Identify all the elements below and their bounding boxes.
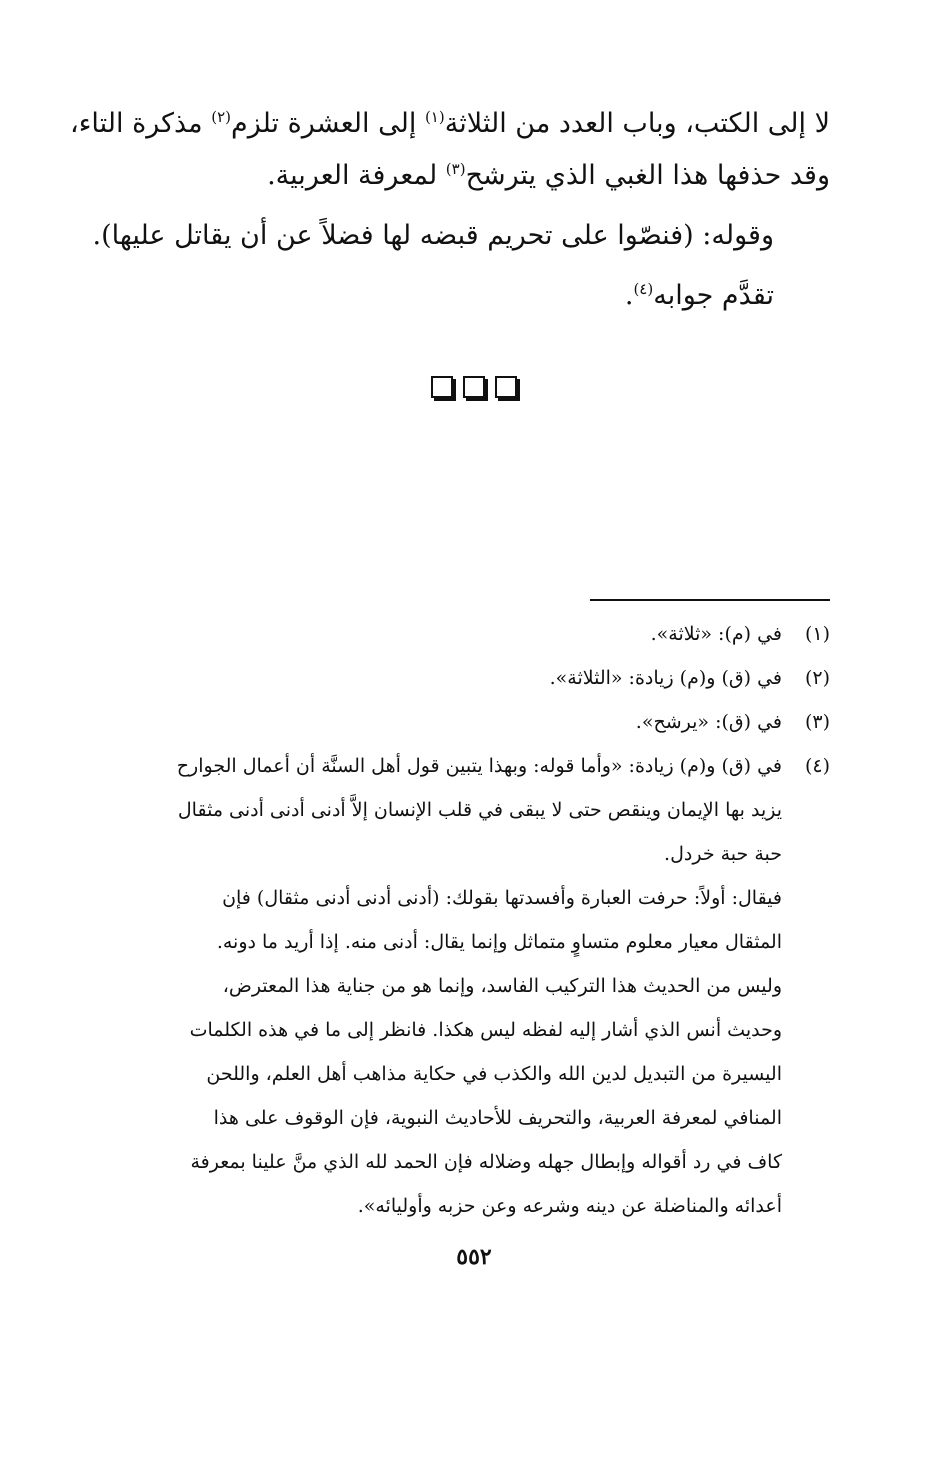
section-divider-ornament [0, 376, 948, 398]
footnote-number: (١) [804, 623, 830, 645]
body-line-3: وقوله: (فنصّوا على تحريم قبضه لها فضلاً عن أن يقاتل عليها). [92, 220, 774, 251]
main-text [70, 98, 830, 322]
square-ornament-icon [463, 376, 485, 398]
footnote-3 [110, 700, 830, 744]
body-line-2 [110, 150, 830, 202]
footnote-4-line: حبة حبة خردل. [664, 843, 782, 865]
footnote-ref-3[interactable]: (٣) [445, 160, 466, 178]
footnote-4-line: فيقال: أولاً: حرفت العبارة وأفسدتها بقولك: (أدنى أدنى أدنى مثقال) فإن [222, 887, 782, 909]
footnote-number: (٢) [804, 667, 830, 689]
footnote-4-line: اليسيرة من التبديل لدين الله والكذب في حكاية مذاهب أهل العلم، واللحن [206, 1063, 782, 1085]
page-number: ٥٥٢ [456, 1244, 492, 1270]
footnote-4-line: أعدائه والمناضلة عن دينه وشرعه وعن حزبه وأوليائه». [357, 1195, 782, 1217]
footnote-4-line: وحديث أنس الذي أشار إليه لفظه ليس هكذا. فانظر إلى ما في هذه الكلمات [189, 1019, 782, 1041]
square-ornament-icon [431, 376, 453, 398]
footnote-4-line: وليس من الحديث هذا التركيب الفاسد، وإنما هو من جناية هذا المعترض، [222, 975, 782, 997]
body-text: تقدَّم جوابه [653, 280, 774, 311]
footnote-1 [110, 612, 830, 656]
footnote-4-line: المنافي لمعرفة العربية، والتحريف للأحاديث النبوية، فإن الوقوف على هذا [213, 1107, 782, 1129]
body-text: مذكرة التاء، [70, 108, 212, 139]
footnote-ref-4[interactable]: (٤) [633, 280, 654, 298]
footnote-text: في (ق) و(م) زيادة: «وأما قوله: وبهذا يتبين قول أهل السنَّة أن أعمال الجوارح [176, 755, 782, 777]
footnote-text: في (ق) و(م) زيادة: «الثلاثة». [549, 667, 782, 689]
body-text: . [624, 280, 634, 311]
footnote-ref-1[interactable]: (١) [424, 108, 445, 126]
footnote-separator [590, 599, 830, 601]
footnote-text: في (م): «ثلاثة». [650, 623, 782, 645]
body-line-1 [70, 98, 830, 150]
footnote-4-line: المثقال معيار معلوم متساوٍ متماثل وإنما يقال: أدنى منه. إذا أريد ما دونه. [216, 931, 782, 953]
footnote-4 [110, 744, 830, 788]
square-ornament-icon [495, 376, 517, 398]
footnotes [110, 612, 830, 1228]
body-line-4 [110, 270, 830, 322]
footnote-number: (٤) [804, 755, 830, 777]
footnote-4-line: كاف في رد أقواله وإبطال جهله وضلاله فإن الحمد لله الذي منَّ علينا بمعرفة [190, 1151, 782, 1173]
body-text: وقد حذفها هذا الغبي الذي يترشح [465, 160, 830, 191]
body-text: إلى العشرة تلزم [231, 108, 425, 139]
footnote-number: (٣) [804, 711, 830, 733]
footnote-2 [110, 656, 830, 700]
footnote-ref-2[interactable]: (٢) [211, 108, 231, 126]
body-text: لمعرفة العربية. [267, 160, 446, 191]
footnote-text: في (ق): «يرشح». [635, 711, 782, 733]
footnote-4-line: يزيد بها الإيمان وينقص حتى لا يبقى في قلب الإنسان إلاَّ أدنى أدنى أدنى مثقال [177, 799, 782, 821]
body-text: لا إلى الكتب، وباب العدد من الثلاثة [444, 108, 830, 139]
